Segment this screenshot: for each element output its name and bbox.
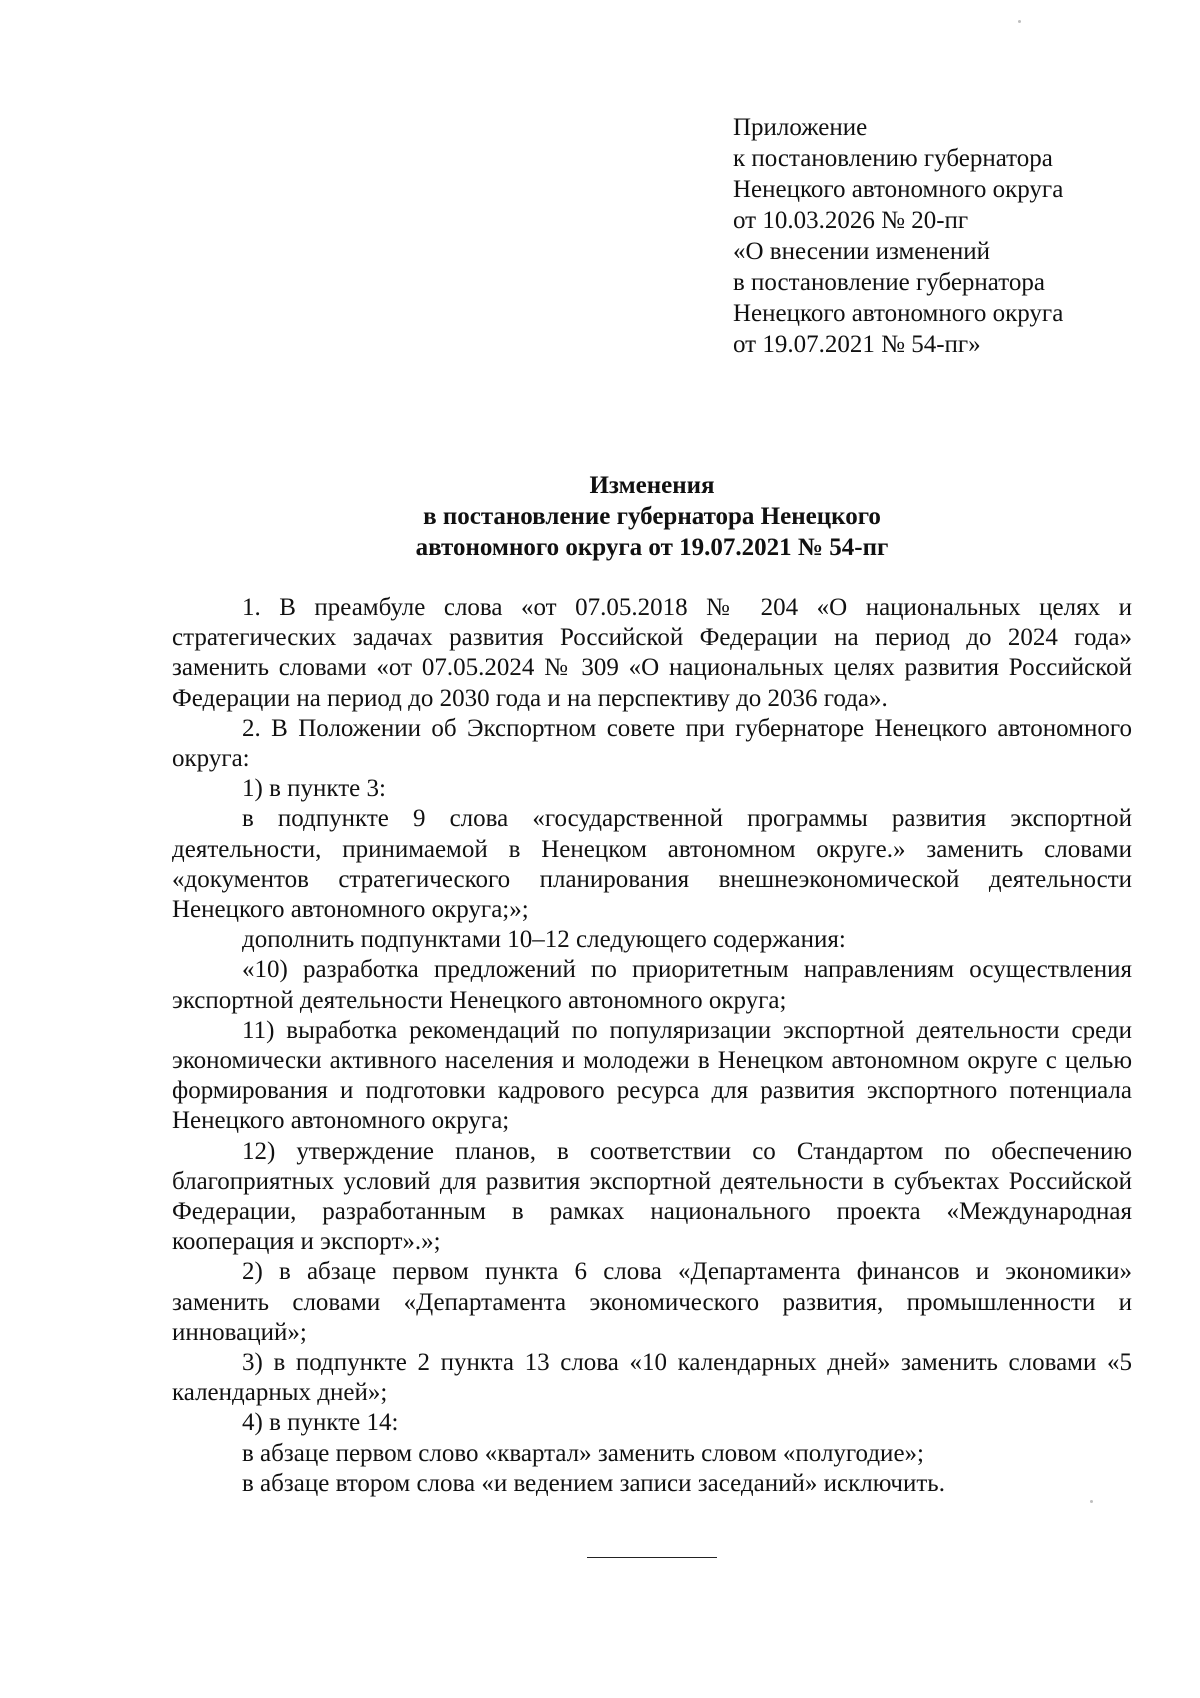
title-line: в постановление губернатора Ненецкого <box>423 503 881 530</box>
appendix-line: к постановлению губернатора <box>733 145 1053 172</box>
title-line: Изменения <box>589 472 715 499</box>
document-title <box>172 470 1132 563</box>
paragraph-5: дополнить подпунктами 10–12 следующего содержания: <box>242 926 846 954</box>
appendix-line: от 19.07.2021 № 54-пг» <box>733 331 981 358</box>
paragraph-10: 3) в подпункте 2 пункта 13 слова «10 календарных дней» заменить словами «5 календарных дней»; <box>172 1349 1132 1407</box>
appendix-header <box>733 112 1173 360</box>
paragraph-3: 1) в пункте 3: <box>242 775 386 803</box>
appendix-line: Ненецкого автономного округа <box>733 176 1064 203</box>
paragraph-4: в подпункте 9 слова «государственной программы развития экспортной деятельности, принимаемой в Ненецком автономном округе.» заменить словами «документов стратегического планирования внешнеэкономической деятельности Ненецкого автономного округа;»; <box>172 805 1132 924</box>
paragraph-1: 1. В преамбуле слова «от 07.05.2018 № 204 «О национальных целях и стратегических задачах развития Российской Федерации на период до 2024 года» заменить словами «от 07.05.2024 № 309 «О национальных целях развития Российской Федерации на период до 2030 года и на перспективу до 2036 года». <box>172 594 1132 712</box>
appendix-line: от 10.03.2026 № 20-пг <box>733 207 969 234</box>
paragraph-11: 4) в пункте 14: <box>242 1409 399 1437</box>
title-line: автономного округа от 19.07.2021 № 54-пг <box>415 534 889 561</box>
paragraph-8: 12) утверждение планов, в соответствии со Стандартом по обеспечению благоприятных условий для развития экспортной деятельности в субъектах Российской Федерации, разработанным в рамках национального проекта «Международная кооперация и экспорт».»; <box>172 1137 1132 1256</box>
appendix-line: Ненецкого автономного округа <box>733 300 1064 327</box>
end-divider <box>587 1557 717 1558</box>
scan-speck <box>1090 1500 1093 1503</box>
paragraph-7: 11) выработка рекомендаций по популяризации экспортной деятельности среди экономически активного населения и молодежи в Ненецком автономном округе с целью формирования и подготовки кадрового ресурса для развития экспортного потенциала Ненецкого автономного округа; <box>172 1016 1132 1135</box>
scan-speck <box>1018 20 1021 23</box>
appendix-line: в постановление губернатора <box>733 269 1045 296</box>
paragraph-6: «10) разработка предложений по приоритетным направлениям осуществления экспортной деятельности Ненецкого автономного округа; <box>172 956 1132 1014</box>
paragraph-9: 2) в абзаце первом пункта 6 слова «Департамента финансов и экономики» заменить словами «Департамента экономического развития, промышленности и инноваций»; <box>172 1258 1132 1346</box>
appendix-line: Приложение <box>733 114 868 141</box>
paragraph-13: в абзаце втором слова «и ведением записи заседаний» исключить. <box>242 1469 945 1497</box>
appendix-line: «О внесении изменений <box>733 238 991 265</box>
paragraph-2: 2. В Положении об Экспортном совете при губернаторе Ненецкого автономного округа: <box>172 714 1132 773</box>
document-body <box>172 593 1132 1499</box>
paragraph-12: в абзаце первом слово «квартал» заменить словом «полугодие»; <box>242 1439 924 1467</box>
